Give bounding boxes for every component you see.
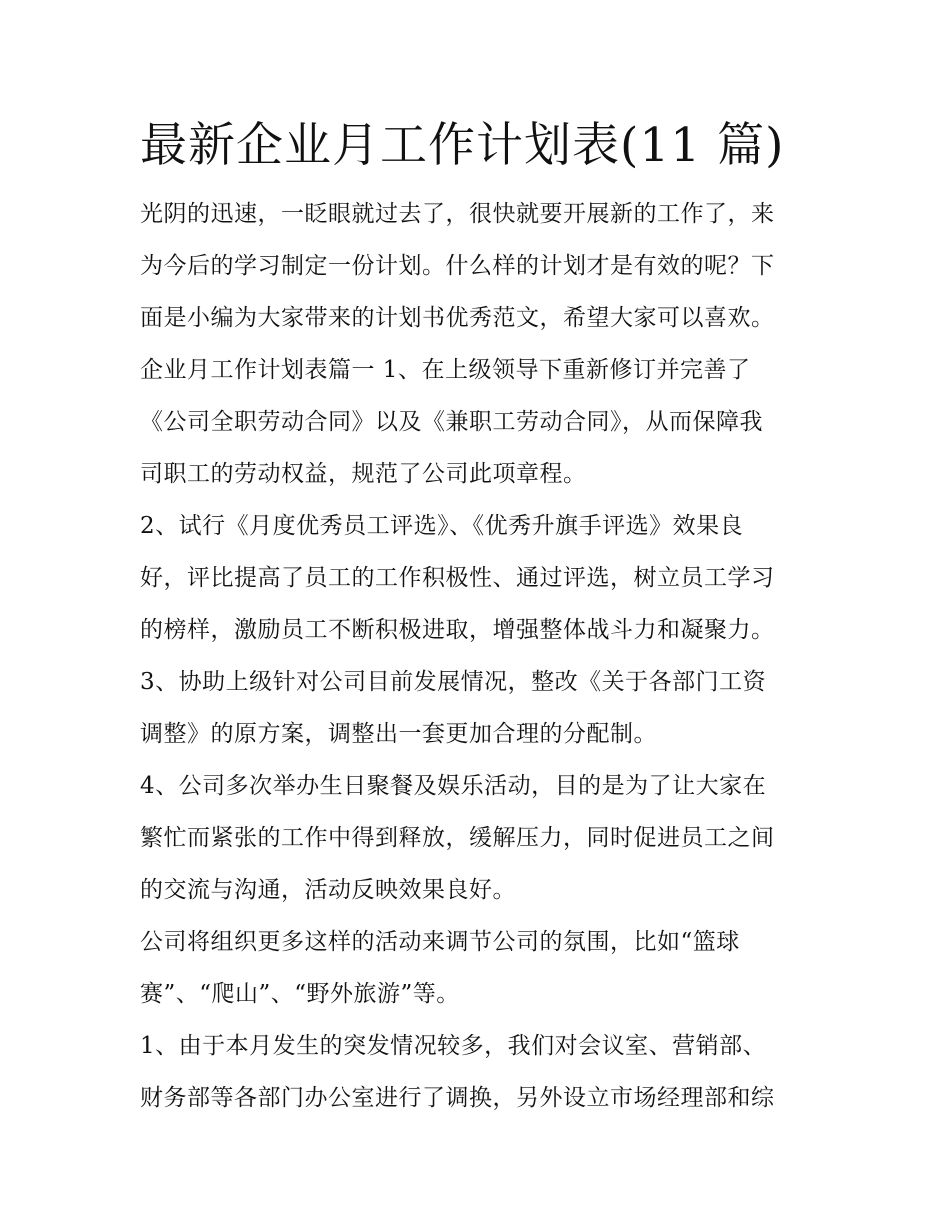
paragraph-line: 面是小编为大家带来的计划书优秀范文，希望大家可以喜欢。 bbox=[140, 305, 775, 331]
paragraph-line: 为今后的学习制定一份计划。什么样的计划才是有效的呢？下 bbox=[140, 253, 775, 279]
paragraph-line: 的交流与沟通，活动反映效果良好。 bbox=[140, 877, 516, 903]
document-page bbox=[140, 110, 815, 1124]
paragraph-line: 企业月工作计划表篇一 1、在上级领导下重新修订并完善了 bbox=[140, 357, 751, 383]
paragraph-line: 繁忙而紧张的工作中得到释放，缓解压力，同时促进员工之间 bbox=[140, 825, 775, 851]
paragraph-line: 调整》的原方案，调整出一套更加合理的分配制。 bbox=[140, 721, 657, 747]
paragraph-line: 司职工的劳动权益，规范了公司此项章程。 bbox=[140, 461, 587, 487]
document-title: 最新企业月工作计划表(11 篇) bbox=[140, 118, 785, 173]
paragraph-line: 赛”、“爬山”、“野外旅游”等。 bbox=[140, 981, 460, 1007]
paragraph-line: 的榜样，激励员工不断积极进取，增强整体战斗力和凝聚力。 bbox=[140, 617, 775, 643]
paragraph-line: 公司将组织更多这样的活动来调节公司的氛围，比如“篮球 bbox=[140, 929, 740, 955]
paragraph-line: 好，评比提高了员工的工作积极性、通过评选，树立员工学习 bbox=[140, 565, 775, 591]
paragraph-line: 《公司全职劳动合同》以及《兼职工劳动合同》，从而保障我 bbox=[140, 409, 763, 435]
paragraph-line: 光阴的迅速，一眨眼就过去了，很快就要开展新的工作了，来 bbox=[140, 201, 775, 227]
paragraph-line: 2、试行《月度优秀员工评选》、《优秀升旗手评选》效果良 bbox=[140, 513, 744, 539]
paragraph-line: 3、协助上级针对公司目前发展情况，整改《关于各部门工资 bbox=[140, 669, 767, 695]
paragraph-line: 1、由于本月发生的突发情况较多，我们对会议室、营销部、 bbox=[140, 1033, 767, 1059]
paragraph-line: 4、公司多次举办生日聚餐及娱乐活动，目的是为了让大家在 bbox=[140, 773, 767, 799]
paragraph-line: 财务部等各部门办公室进行了调换，另外设立市场经理部和综 bbox=[140, 1085, 775, 1111]
